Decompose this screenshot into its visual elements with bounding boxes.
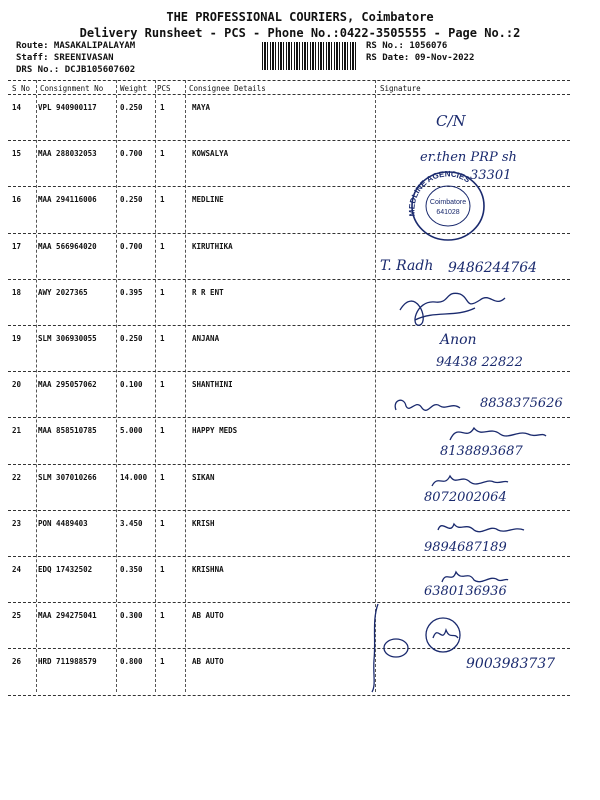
signature-21-phone: 8138893687 — [440, 444, 523, 459]
row-divider — [8, 417, 570, 418]
runsheet-subtitle: Delivery Runsheet - PCS - Phone No.:0422-3505555 - Page No.:2 — [79, 26, 521, 40]
route-label: Route: MASAKALIPALAYAM — [16, 41, 136, 51]
row-divider — [8, 464, 570, 465]
row-divider — [8, 556, 570, 557]
row-consignee: KRISH — [192, 518, 215, 528]
row-consignee: AB AUTO — [192, 611, 224, 621]
rs-date: RS Date: 09-Nov-2022 — [366, 53, 475, 63]
signature-20-scribble — [392, 392, 472, 422]
column-divider — [155, 80, 156, 692]
signature-26-phone: 9003983737 — [466, 656, 556, 672]
row-consignment-no: MAA 858510785 — [38, 426, 97, 436]
row-weight: 0.800 — [120, 657, 143, 667]
row-pcs: 1 — [160, 657, 165, 667]
row-sno: 17 — [12, 241, 22, 251]
col-header-consignment: Consignment No — [40, 84, 104, 93]
row-consignee: R R ENT — [192, 287, 224, 297]
row-consignment-no: SLM 306930055 — [38, 334, 97, 343]
row-sno: 20 — [12, 380, 22, 390]
column-divider — [36, 80, 37, 692]
row-consignee: MEDLINE — [192, 195, 224, 205]
row-sno: 23 — [12, 518, 22, 528]
row-pcs: 1 — [160, 195, 165, 205]
col-header-sno: S No — [12, 84, 31, 93]
col-header-weight: Weight — [120, 84, 148, 93]
signature-23-scribble — [436, 516, 526, 540]
row-pcs: 1 — [160, 518, 165, 528]
signature-19-name: Anon — [440, 332, 477, 348]
stamp-city: Coimbatore — [429, 199, 467, 206]
row-consignment-no: SLM 307010266 — [38, 472, 97, 482]
col-header-consignee: Consignee Details — [189, 84, 266, 93]
row-pcs: 1 — [160, 611, 165, 621]
signature-19-phone: 94438 22822 — [436, 355, 523, 370]
row-weight: 0.395 — [120, 287, 143, 297]
signature-15-phone: 33301 — [470, 168, 512, 183]
signature-25-26-bracket — [366, 600, 486, 695]
signature-20-phone: 8838375626 — [480, 396, 563, 411]
row-pcs: 1 — [160, 103, 165, 112]
table-head-rule — [8, 94, 570, 95]
row-sno: 18 — [12, 287, 22, 297]
row-sno: 24 — [12, 565, 22, 574]
row-weight: 0.250 — [120, 103, 143, 112]
row-consignment-no: MAA 566964020 — [38, 241, 97, 251]
row-pcs: 1 — [160, 565, 165, 574]
row-consignment-no: MAA 295057062 — [38, 380, 97, 390]
row-consignee: KRISHNA — [192, 565, 224, 574]
row-consignment-no: EDQ 17432502 — [38, 565, 93, 574]
row-consignee: KOWSALYA — [192, 149, 229, 159]
signature-15-name: er.then PRP sh — [420, 150, 517, 165]
signature-22-phone: 8072002064 — [424, 490, 507, 505]
row-consignee: SIKAN — [192, 472, 215, 482]
row-consignment-no: MAA 294275041 — [38, 611, 97, 621]
signature-18-scribble — [395, 280, 525, 330]
row-weight: 5.000 — [120, 426, 143, 436]
signature-22-scribble — [430, 470, 510, 492]
staff-label: Staff: SREENIVASAN — [16, 53, 114, 63]
row-sno: 14 — [12, 103, 22, 112]
row-consignee: ANJANA — [192, 334, 220, 343]
row-pcs: 1 — [160, 149, 165, 159]
signature-21-scribble — [448, 420, 548, 446]
row-weight: 0.700 — [120, 149, 143, 159]
stamp-company-name: MEDLINE AGENCIES — [407, 169, 472, 217]
row-weight: 14.000 — [120, 472, 148, 482]
row-sno: 26 — [12, 657, 22, 667]
stamp-pincode: 641028 — [436, 209, 460, 216]
row-pcs: 1 — [160, 426, 165, 436]
column-divider — [185, 80, 186, 692]
row-sno: 21 — [12, 426, 22, 436]
row-sno: 16 — [12, 195, 22, 205]
col-header-pcs: PCS — [157, 84, 171, 93]
table-top-rule — [8, 80, 570, 81]
row-consignee: AB AUTO — [192, 657, 224, 667]
row-consignee: HAPPY MEDS — [192, 426, 238, 436]
row-sno: 22 — [12, 472, 22, 482]
drs-number: DRS No.: DCJB105607602 — [16, 65, 136, 75]
company-stamp — [403, 164, 493, 244]
row-pcs: 1 — [160, 287, 165, 297]
signature-23-phone: 9894687189 — [424, 540, 507, 555]
row-pcs: 1 — [160, 334, 165, 343]
row-consignment-no: HRD 711988579 — [38, 657, 97, 667]
rs-number: RS No.: 1056076 — [366, 41, 448, 51]
col-header-signature: Signature — [380, 84, 421, 93]
row-consignee: MAYA — [192, 103, 211, 112]
row-weight: 0.250 — [120, 195, 143, 205]
barcode — [262, 42, 358, 70]
row-weight: 0.300 — [120, 611, 143, 621]
row-weight: 3.450 — [120, 518, 143, 528]
row-consignment-no: AWY 2027365 — [38, 287, 88, 297]
signature-17-name: T. Radh — [380, 258, 434, 274]
row-consignment-no: PON 4489403 — [38, 518, 88, 528]
row-divider — [8, 140, 570, 141]
row-pcs: 1 — [160, 472, 165, 482]
signature-17-phone: 9486244764 — [448, 260, 538, 276]
row-weight: 0.250 — [120, 334, 143, 343]
row-consignment-no: MAA 288032053 — [38, 149, 97, 159]
runsheet-title: THE PROFESSIONAL COURIERS, Coimbatore — [166, 10, 434, 24]
column-divider — [116, 80, 117, 692]
row-consignment-no: MAA 294116006 — [38, 195, 97, 205]
row-weight: 0.700 — [120, 241, 143, 251]
row-consignee: SHANTHINI — [192, 380, 233, 390]
row-divider — [8, 371, 570, 372]
signature-14: C/N — [436, 112, 466, 130]
row-sno: 19 — [12, 334, 22, 343]
signature-24-phone: 6380136936 — [424, 584, 507, 599]
row-divider — [8, 510, 570, 511]
row-sno: 15 — [12, 149, 22, 159]
row-consignment-no: VPL 940900117 — [38, 103, 97, 112]
row-weight: 0.100 — [120, 380, 143, 390]
row-pcs: 1 — [160, 380, 165, 390]
row-consignee: KIRUTHIKA — [192, 241, 233, 251]
row-sno: 25 — [12, 611, 22, 621]
row-pcs: 1 — [160, 241, 165, 251]
row-weight: 0.350 — [120, 565, 143, 574]
